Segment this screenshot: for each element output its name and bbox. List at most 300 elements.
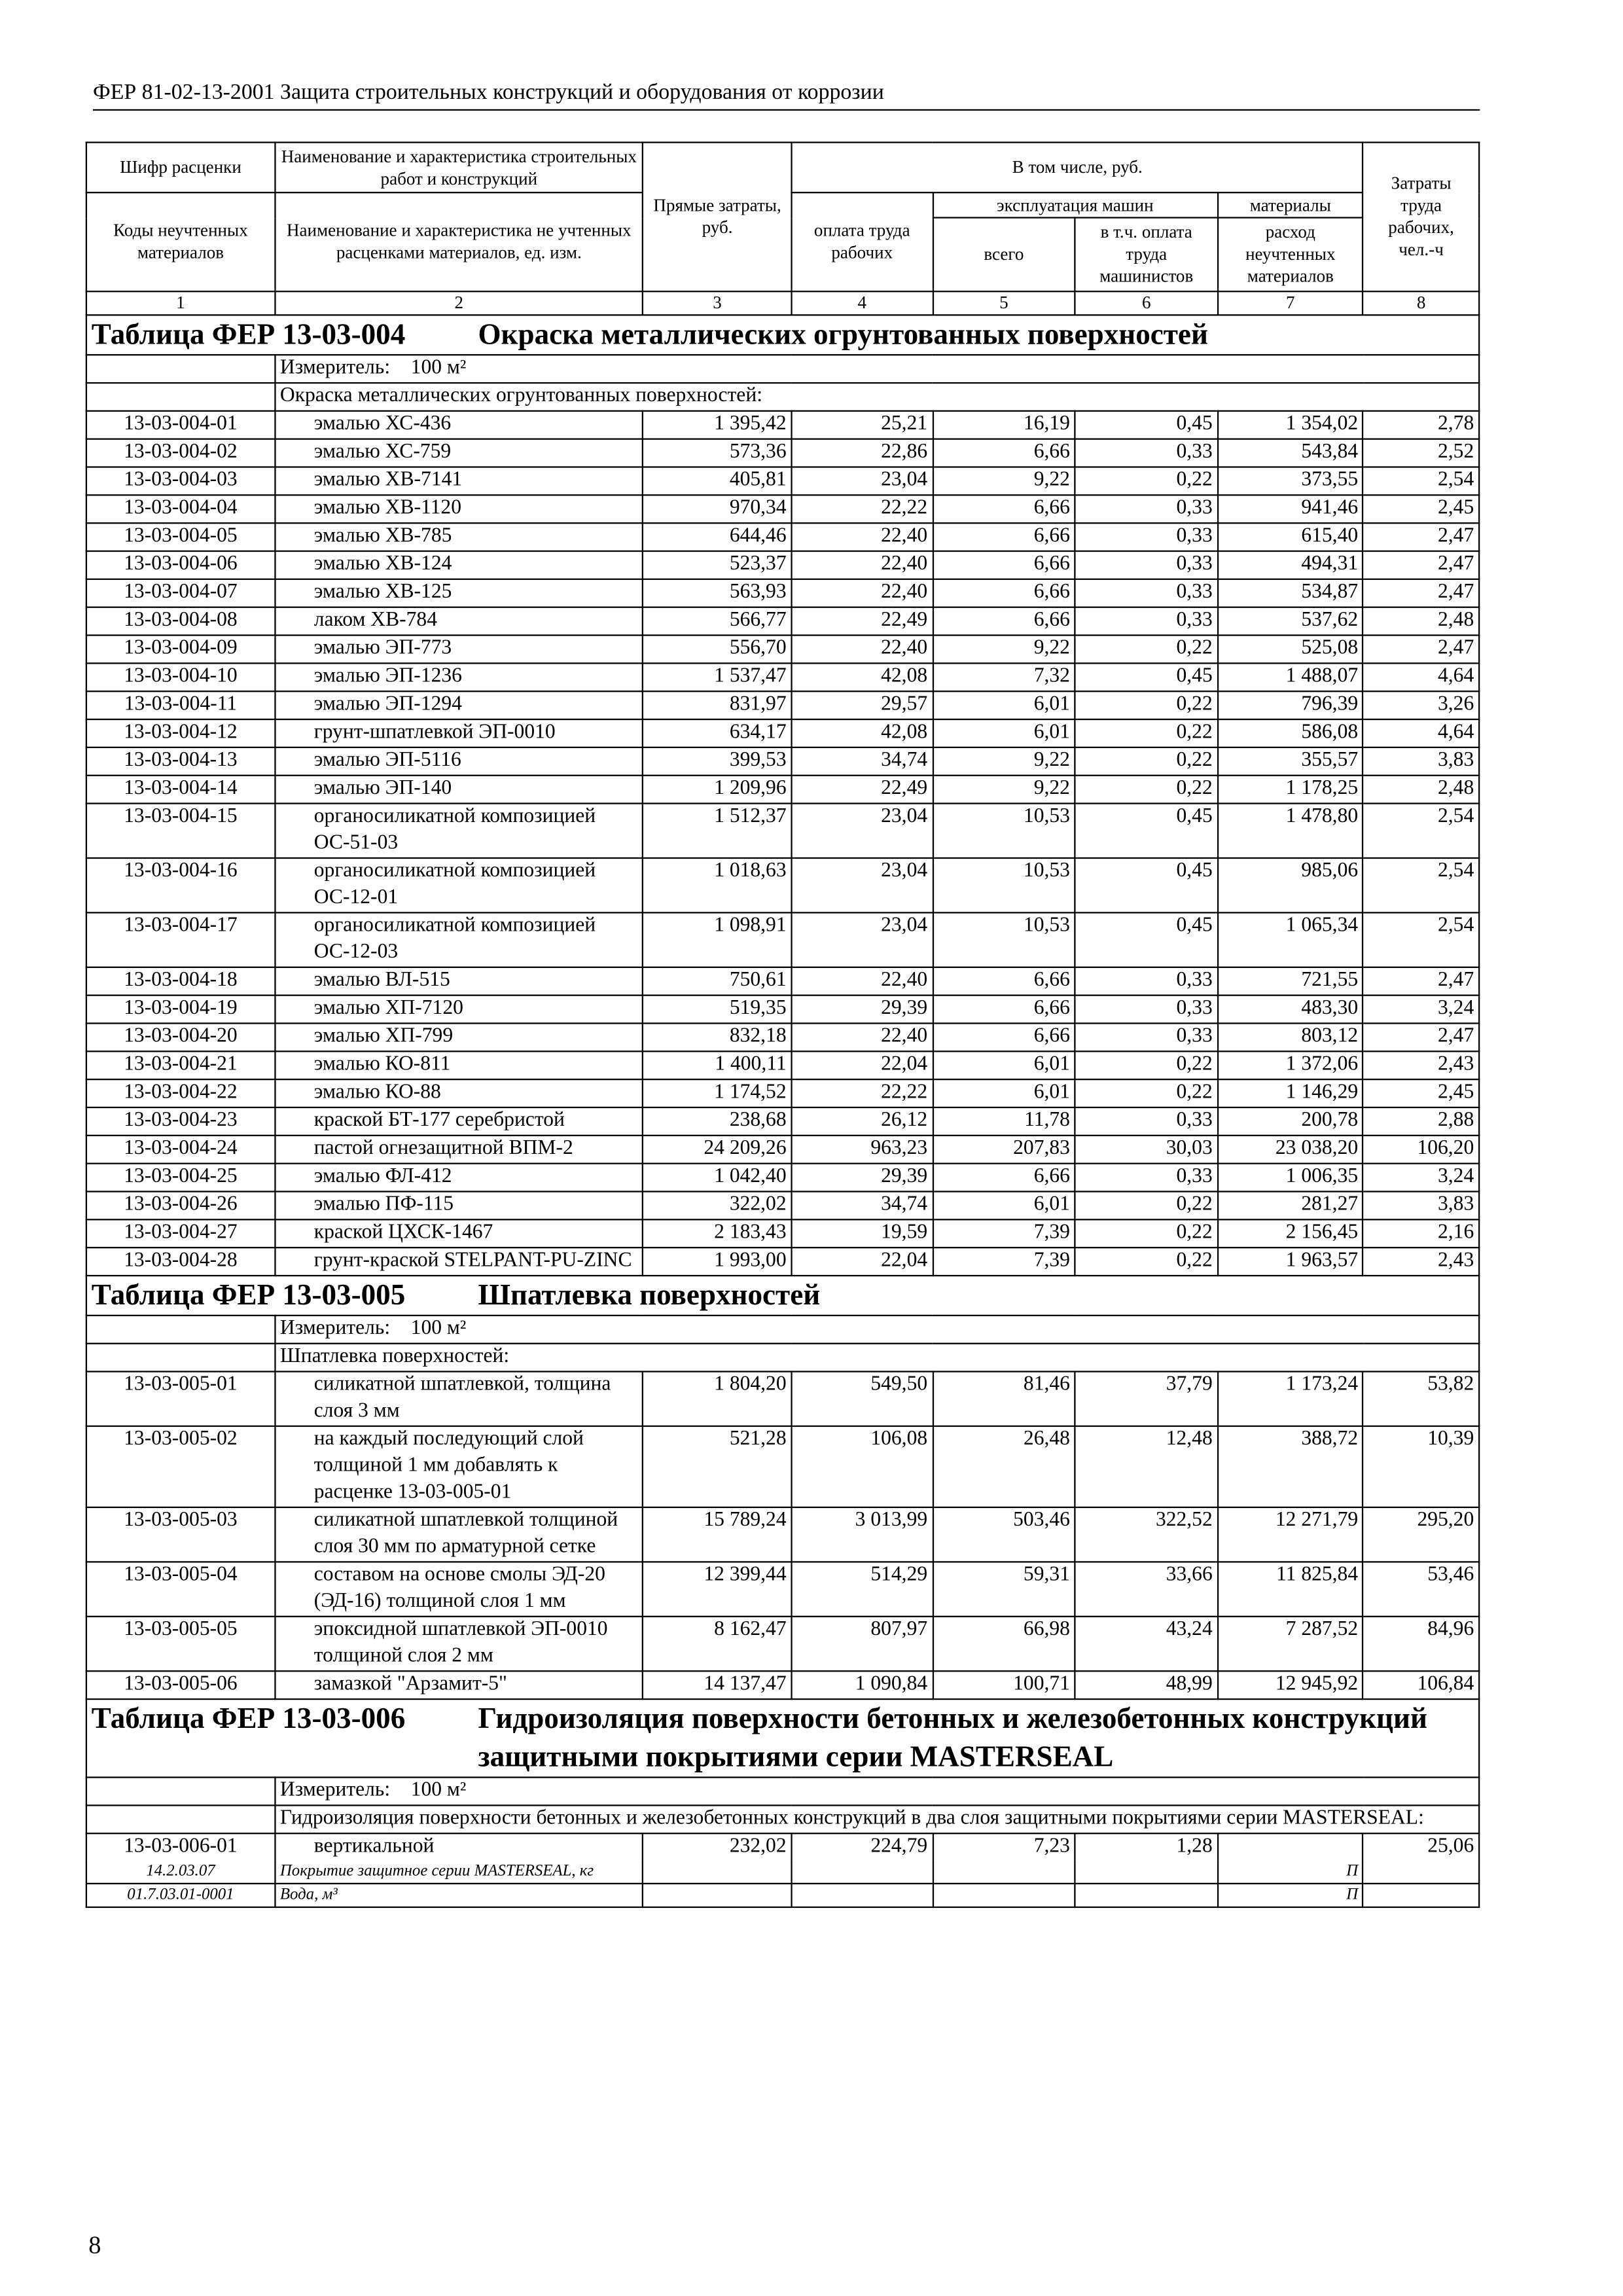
machines-labor: 0,45 — [1075, 663, 1218, 691]
rate-code: 13-03-005-05 — [86, 1617, 275, 1671]
rate-code: 13-03-006-01 — [86, 1833, 275, 1861]
work-name: органосиликатной композицией ОС-51-03 — [275, 804, 643, 858]
machines-labor: 0,22 — [1075, 1079, 1218, 1107]
machines-labor: 0,33 — [1075, 967, 1218, 996]
machines-labor: 0,33 — [1075, 551, 1218, 579]
labor-pay: 22,04 — [792, 1247, 933, 1276]
materials-value: 1 963,57 — [1218, 1247, 1363, 1276]
rates-table — [86, 141, 1480, 1908]
labor-pay: 29,39 — [792, 996, 933, 1024]
direct-costs: 15 789,24 — [643, 1507, 792, 1562]
work-name: грунт-краской STELPANT-PU-ZINC — [275, 1247, 643, 1276]
labor-hours: 3,24 — [1363, 996, 1479, 1024]
col-number: 7 — [1218, 291, 1363, 315]
labor-hours: 2,43 — [1363, 1247, 1479, 1276]
machines-total: 6,66 — [933, 439, 1075, 467]
material-row — [86, 1884, 1479, 1907]
rate-code: 13-03-004-17 — [86, 912, 275, 967]
work-name: эмалью ХП-7120 — [275, 996, 643, 1024]
labor-pay: 22,40 — [792, 551, 933, 579]
labor-hours: 84,96 — [1363, 1617, 1479, 1671]
table-row — [86, 747, 1479, 776]
labor-hours: 2,54 — [1363, 858, 1479, 912]
machines-labor: 0,45 — [1075, 858, 1218, 912]
table-title — [86, 1276, 1479, 1316]
rate-code: 13-03-004-08 — [86, 607, 275, 636]
machines-total: 9,22 — [933, 467, 1075, 495]
machines-labor: 43,24 — [1075, 1617, 1218, 1671]
col-name-unaccounted-header: Наименование и характеристика не учтенных расценками материалов, ед. изм. — [275, 192, 643, 291]
table-name: Окраска металлических огрунтованных поверхностей — [478, 318, 1208, 351]
machines-labor: 0,33 — [1075, 1023, 1218, 1051]
labor-pay: 514,29 — [792, 1562, 933, 1616]
work-name: лаком ХВ-784 — [275, 607, 643, 636]
machines-labor: 33,66 — [1075, 1562, 1218, 1616]
work-name: эмалью ЭП-140 — [275, 776, 643, 804]
direct-costs: 566,77 — [643, 607, 792, 636]
machines-total: 9,22 — [933, 636, 1075, 664]
table-row — [86, 1617, 1479, 1671]
material-name: Вода, м³ — [275, 1884, 643, 1907]
direct-costs: 523,37 — [643, 551, 792, 579]
work-name: составом на основе смолы ЭД-20 (ЭД-16) толщиной слоя 1 мм — [275, 1562, 643, 1616]
direct-costs: 1 042,40 — [643, 1164, 792, 1192]
table-row — [86, 912, 1479, 967]
table-row — [86, 1051, 1479, 1079]
col-number: 3 — [643, 291, 792, 315]
unit-label: Измеритель: — [279, 1318, 391, 1340]
machines-labor: 0,22 — [1075, 1051, 1218, 1079]
direct-costs: 1 537,47 — [643, 663, 792, 691]
table-row — [86, 1164, 1479, 1192]
direct-costs: 1 512,37 — [643, 804, 792, 858]
rate-code: 13-03-005-02 — [86, 1426, 275, 1507]
machines-labor: 0,22 — [1075, 1219, 1218, 1247]
rate-code: 13-03-005-06 — [86, 1671, 275, 1699]
unit-value: 100 м² — [410, 1318, 467, 1340]
table-row — [86, 1247, 1479, 1276]
table-row — [86, 967, 1479, 996]
machines-labor: 0,33 — [1075, 439, 1218, 467]
work-name: эмалью КО-811 — [275, 1051, 643, 1079]
col-number: 1 — [86, 291, 275, 315]
labor-hours: 2,54 — [1363, 912, 1479, 967]
table-row — [86, 858, 1479, 912]
col-labor-hours-header: Затраты труда рабочих, чел.-ч — [1363, 143, 1479, 292]
machines-total: 6,01 — [933, 1192, 1075, 1220]
materials-value: 388,72 — [1218, 1426, 1363, 1507]
materials-value: 615,40 — [1218, 523, 1363, 551]
group-row — [86, 1805, 1479, 1833]
labor-hours: 3,24 — [1363, 1164, 1479, 1192]
work-name: эмалью ХС-436 — [275, 411, 643, 439]
work-name: эмалью ПФ-115 — [275, 1192, 643, 1220]
labor-hours: 2,88 — [1363, 1107, 1479, 1136]
materials-value: 1 178,25 — [1218, 776, 1363, 804]
rate-code: 13-03-004-22 — [86, 1079, 275, 1107]
unit-row — [86, 1316, 1479, 1344]
direct-costs: 1 018,63 — [643, 858, 792, 912]
unit-cell — [275, 1316, 1479, 1344]
direct-costs: 644,46 — [643, 523, 792, 551]
labor-pay: 22,40 — [792, 636, 933, 664]
col-machines-labor-header: в т.ч. оплата труда машинистов — [1075, 218, 1218, 292]
labor-pay: 23,04 — [792, 467, 933, 495]
machines-labor: 0,22 — [1075, 1192, 1218, 1220]
machines-total: 6,01 — [933, 719, 1075, 747]
rate-code: 13-03-004-05 — [86, 523, 275, 551]
materials-value: 1 065,34 — [1218, 912, 1363, 967]
rate-code: 13-03-004-21 — [86, 1051, 275, 1079]
col-number: 5 — [933, 291, 1075, 315]
machines-total: 6,66 — [933, 579, 1075, 607]
materials-value: 534,87 — [1218, 579, 1363, 607]
unit-row — [86, 355, 1479, 383]
table-row — [86, 523, 1479, 551]
direct-costs: 750,61 — [643, 967, 792, 996]
labor-pay: 23,04 — [792, 804, 933, 858]
group-title: Шпатлевка поверхностей: — [275, 1344, 1479, 1372]
machines-labor: 0,33 — [1075, 523, 1218, 551]
materials-value: 1 354,02 — [1218, 411, 1363, 439]
group-title: Гидроизоляция поверхности бетонных и железобетонных конструкций в два слоя защитными покрытиями серии MASTERSEAL: — [275, 1805, 1479, 1833]
table-row — [86, 1192, 1479, 1220]
labor-hours: 25,06 — [1363, 1833, 1479, 1861]
table-row — [86, 1107, 1479, 1136]
machines-labor: 0,33 — [1075, 607, 1218, 636]
rate-code: 13-03-005-01 — [86, 1372, 275, 1426]
table-row — [86, 607, 1479, 636]
machines-total: 6,66 — [933, 1164, 1075, 1192]
table-name: Шпатлевка поверхностей — [478, 1279, 821, 1312]
labor-hours: 2,48 — [1363, 607, 1479, 636]
machines-labor: 0,33 — [1075, 1164, 1218, 1192]
table-row — [86, 691, 1479, 719]
work-name: эмалью ЭП-773 — [275, 636, 643, 664]
machines-total: 6,66 — [933, 495, 1075, 523]
unit-label: Измеритель: — [279, 357, 391, 380]
work-name: краской ЦХСК-1467 — [275, 1219, 643, 1247]
table-row — [86, 495, 1479, 523]
machines-total: 6,66 — [933, 607, 1075, 636]
materials-value: 2 156,45 — [1218, 1219, 1363, 1247]
labor-hours: 2,48 — [1363, 776, 1479, 804]
machines-labor: 48,99 — [1075, 1671, 1218, 1699]
labor-pay: 22,40 — [792, 579, 933, 607]
direct-costs: 1 174,52 — [643, 1079, 792, 1107]
table-row — [86, 1079, 1479, 1107]
labor-pay: 1 090,84 — [792, 1671, 933, 1699]
rate-code: 13-03-004-23 — [86, 1107, 275, 1136]
rate-code: 13-03-004-16 — [86, 858, 275, 912]
direct-costs: 232,02 — [643, 1833, 792, 1861]
materials-value: 721,55 — [1218, 967, 1363, 996]
work-name: краской БТ-177 серебристой — [275, 1107, 643, 1136]
rate-code: 13-03-004-01 — [86, 411, 275, 439]
direct-costs: 832,18 — [643, 1023, 792, 1051]
labor-pay: 22,22 — [792, 1079, 933, 1107]
col-labor-pay-header: оплата труда рабочих — [792, 192, 933, 291]
col-codes-unaccounted-header: Коды неучтенных материалов — [86, 192, 275, 291]
machines-total: 11,78 — [933, 1107, 1075, 1136]
direct-costs: 1 993,00 — [643, 1247, 792, 1276]
table-title — [86, 1699, 1479, 1777]
machines-labor: 30,03 — [1075, 1136, 1218, 1164]
materials-value: 796,39 — [1218, 691, 1363, 719]
rate-code: 13-03-004-26 — [86, 1192, 275, 1220]
table-row — [86, 1507, 1479, 1562]
col-number: 4 — [792, 291, 933, 315]
direct-costs: 1 804,20 — [643, 1372, 792, 1426]
material-code: 14.2.03.07 — [86, 1861, 275, 1884]
rate-code: 13-03-004-06 — [86, 551, 275, 579]
table-number: Таблица ФЕР 13-03-006 — [91, 1702, 406, 1736]
direct-costs: 238,68 — [643, 1107, 792, 1136]
labor-pay: 549,50 — [792, 1372, 933, 1426]
labor-pay: 22,22 — [792, 495, 933, 523]
machines-total: 6,01 — [933, 1051, 1075, 1079]
machines-labor: 0,33 — [1075, 495, 1218, 523]
direct-costs: 1 400,11 — [643, 1051, 792, 1079]
direct-costs: 519,35 — [643, 996, 792, 1024]
labor-pay: 34,74 — [792, 1192, 933, 1220]
materials-value: 7 287,52 — [1218, 1617, 1363, 1671]
table-row — [86, 579, 1479, 607]
labor-pay: 42,08 — [792, 719, 933, 747]
table-title-row — [86, 315, 1479, 355]
labor-pay: 19,59 — [792, 1219, 933, 1247]
machines-total: 503,46 — [933, 1507, 1075, 1562]
rate-code: 13-03-004-12 — [86, 719, 275, 747]
machines-labor: 0,33 — [1075, 996, 1218, 1024]
rate-code: 13-03-004-24 — [86, 1136, 275, 1164]
labor-pay: 23,04 — [792, 912, 933, 967]
machines-total: 10,53 — [933, 912, 1075, 967]
direct-costs: 405,81 — [643, 467, 792, 495]
direct-costs: 24 209,26 — [643, 1136, 792, 1164]
labor-hours: 2,54 — [1363, 467, 1479, 495]
rate-code: 13-03-004-04 — [86, 495, 275, 523]
labor-pay: 3 013,99 — [792, 1507, 933, 1562]
labor-hours: 2,47 — [1363, 579, 1479, 607]
rate-code: 13-03-004-09 — [86, 636, 275, 664]
materials-value: 1 478,80 — [1218, 804, 1363, 858]
work-name: органосиликатной композицией ОС-12-03 — [275, 912, 643, 967]
labor-pay: 26,12 — [792, 1107, 933, 1136]
unit-value: 100 м² — [410, 357, 467, 380]
work-name: эмалью ХВ-785 — [275, 523, 643, 551]
machines-total: 6,66 — [933, 996, 1075, 1024]
col-machines-total-header: всего — [933, 218, 1075, 292]
machines-total: 6,66 — [933, 523, 1075, 551]
material-code: 01.7.03.01-0001 — [86, 1884, 275, 1907]
work-name: силикатной шпатлевкой, толщина слоя 3 мм — [275, 1372, 643, 1426]
unit-value: 100 м² — [410, 1779, 467, 1802]
machines-labor: 0,45 — [1075, 411, 1218, 439]
labor-pay: 963,23 — [792, 1136, 933, 1164]
table-row — [86, 636, 1479, 664]
table-row — [86, 776, 1479, 804]
table-row — [86, 1136, 1479, 1164]
table-row — [86, 663, 1479, 691]
labor-hours: 10,39 — [1363, 1426, 1479, 1507]
material-name: Покрытие защитное серии MASTERSEAL, кг — [275, 1861, 643, 1884]
machines-labor: 1,28 — [1075, 1833, 1218, 1861]
machines-total: 9,22 — [933, 747, 1075, 776]
machines-total: 10,53 — [933, 804, 1075, 858]
labor-pay: 25,21 — [792, 411, 933, 439]
work-name: эмалью ФЛ-412 — [275, 1164, 643, 1192]
materials-value: 1 006,35 — [1218, 1164, 1363, 1192]
rate-code: 13-03-005-03 — [86, 1507, 275, 1562]
work-name: вертикальной — [275, 1833, 643, 1861]
materials-value: 1 488,07 — [1218, 663, 1363, 691]
machines-labor: 37,79 — [1075, 1372, 1218, 1426]
direct-costs: 8 162,47 — [643, 1617, 792, 1671]
machines-total: 16,19 — [933, 411, 1075, 439]
materials-value: 985,06 — [1218, 858, 1363, 912]
table-title — [86, 315, 1479, 355]
labor-pay: 106,08 — [792, 1426, 933, 1507]
labor-pay: 23,04 — [792, 858, 933, 912]
machines-total: 6,66 — [933, 551, 1075, 579]
labor-pay: 22,49 — [792, 776, 933, 804]
direct-costs: 2 183,43 — [643, 1219, 792, 1247]
machines-total: 10,53 — [933, 858, 1075, 912]
machines-labor: 0,22 — [1075, 719, 1218, 747]
labor-hours: 2,54 — [1363, 804, 1479, 858]
materials-value: 494,31 — [1218, 551, 1363, 579]
materials-value: 12 271,79 — [1218, 1507, 1363, 1562]
col-code-header: Шифр расценки — [86, 143, 275, 193]
table-number: Таблица ФЕР 13-03-005 — [91, 1279, 406, 1312]
materials-value: 1 146,29 — [1218, 1079, 1363, 1107]
table-title-row — [86, 1276, 1479, 1316]
machines-total: 7,32 — [933, 663, 1075, 691]
labor-pay: 29,57 — [792, 691, 933, 719]
materials-value: 373,55 — [1218, 467, 1363, 495]
labor-hours: 2,43 — [1363, 1051, 1479, 1079]
direct-costs: 1 098,91 — [643, 912, 792, 967]
rate-code: 13-03-004-10 — [86, 663, 275, 691]
machines-total: 7,23 — [933, 1833, 1075, 1861]
machines-total: 9,22 — [933, 776, 1075, 804]
direct-costs: 521,28 — [643, 1426, 792, 1507]
direct-costs: 1 209,96 — [643, 776, 792, 804]
table-row — [86, 1562, 1479, 1616]
machines-total: 6,66 — [933, 1023, 1075, 1051]
labor-hours: 2,45 — [1363, 1079, 1479, 1107]
unit-label: Измеритель: — [279, 1779, 391, 1802]
table-row — [86, 1372, 1479, 1426]
labor-hours: 2,45 — [1363, 495, 1479, 523]
labor-pay: 34,74 — [792, 747, 933, 776]
rate-code: 13-03-005-04 — [86, 1562, 275, 1616]
machines-total: 66,98 — [933, 1617, 1075, 1671]
labor-hours: 3,83 — [1363, 1192, 1479, 1220]
unit-cell — [275, 355, 1479, 383]
direct-costs: 322,02 — [643, 1192, 792, 1220]
direct-costs: 563,93 — [643, 579, 792, 607]
direct-costs: 970,34 — [643, 495, 792, 523]
materials-value: 1 173,24 — [1218, 1372, 1363, 1426]
group-row — [86, 1344, 1479, 1372]
work-name: эмалью ЭП-5116 — [275, 747, 643, 776]
material-amount: П — [1218, 1884, 1363, 1907]
table-title-row — [86, 1699, 1479, 1777]
col-number: 8 — [1363, 291, 1479, 315]
group-row — [86, 383, 1479, 411]
table-number: Таблица ФЕР 13-03-004 — [91, 318, 406, 351]
machines-total: 81,46 — [933, 1372, 1075, 1426]
table-row — [86, 1023, 1479, 1051]
col-direct-costs-header: Прямые затраты, руб. — [643, 143, 792, 292]
page-number: 8 — [88, 2231, 101, 2259]
materials-value: 11 825,84 — [1218, 1562, 1363, 1616]
machines-labor: 0,22 — [1075, 1247, 1218, 1276]
unit-row — [86, 1778, 1479, 1806]
labor-hours: 4,64 — [1363, 719, 1479, 747]
work-name: замазкой "Арзамит-5" — [275, 1671, 643, 1699]
table-row — [86, 996, 1479, 1024]
labor-hours: 3,26 — [1363, 691, 1479, 719]
table-row — [86, 1426, 1479, 1507]
col-number: 2 — [275, 291, 643, 315]
labor-pay: 224,79 — [792, 1833, 933, 1861]
direct-costs: 14 137,47 — [643, 1671, 792, 1699]
rate-code: 13-03-004-11 — [86, 691, 275, 719]
table-row — [86, 1671, 1479, 1699]
machines-labor: 0,45 — [1075, 912, 1218, 967]
materials-value: 23 038,20 — [1218, 1136, 1363, 1164]
labor-pay: 22,40 — [792, 1023, 933, 1051]
materials-value: 1 372,06 — [1218, 1051, 1363, 1079]
material-amount: П — [1218, 1861, 1363, 1884]
rate-code: 13-03-004-15 — [86, 804, 275, 858]
table-name: Гидроизоляция поверхности бетонных и железобетонных конструкций защитными покрытиями серии MASTERSEAL — [478, 1702, 1428, 1774]
materials-value: 525,08 — [1218, 636, 1363, 664]
work-name: на каждый последующий слой толщиной 1 мм добавлять к расценке 13-03-005-01 — [275, 1426, 643, 1507]
rate-code: 13-03-004-14 — [86, 776, 275, 804]
machines-total: 6,66 — [933, 967, 1075, 996]
labor-pay: 22,40 — [792, 523, 933, 551]
machines-labor: 0,22 — [1075, 467, 1218, 495]
work-name: эмалью ЭП-1294 — [275, 691, 643, 719]
table-row — [86, 467, 1479, 495]
labor-hours: 106,20 — [1363, 1136, 1479, 1164]
labor-pay: 22,86 — [792, 439, 933, 467]
rate-code: 13-03-004-27 — [86, 1219, 275, 1247]
work-name: эмалью ХВ-125 — [275, 579, 643, 607]
direct-costs: 1 395,42 — [643, 411, 792, 439]
work-name: грунт-шпатлевкой ЭП-0010 — [275, 719, 643, 747]
work-name: эмалью ХВ-1120 — [275, 495, 643, 523]
table-row — [86, 719, 1479, 747]
machines-labor: 0,45 — [1075, 804, 1218, 858]
labor-hours: 3,83 — [1363, 747, 1479, 776]
work-name: эмалью ЭП-1236 — [275, 663, 643, 691]
labor-hours: 2,47 — [1363, 523, 1479, 551]
machines-labor: 0,33 — [1075, 1107, 1218, 1136]
labor-pay: 807,97 — [792, 1617, 933, 1671]
col-work-name-header: Наименование и характеристика строительных работ и конструкций — [275, 143, 643, 193]
column-numbers-row — [86, 291, 1479, 315]
page-header: ФЕР 81-02-13-2001 Защита строительных конструкций и оборудования от коррозии — [93, 81, 1480, 111]
work-name: эмалью ХП-799 — [275, 1023, 643, 1051]
rate-code: 13-03-004-03 — [86, 467, 275, 495]
materials-value — [1218, 1833, 1363, 1861]
table-row — [86, 411, 1479, 439]
